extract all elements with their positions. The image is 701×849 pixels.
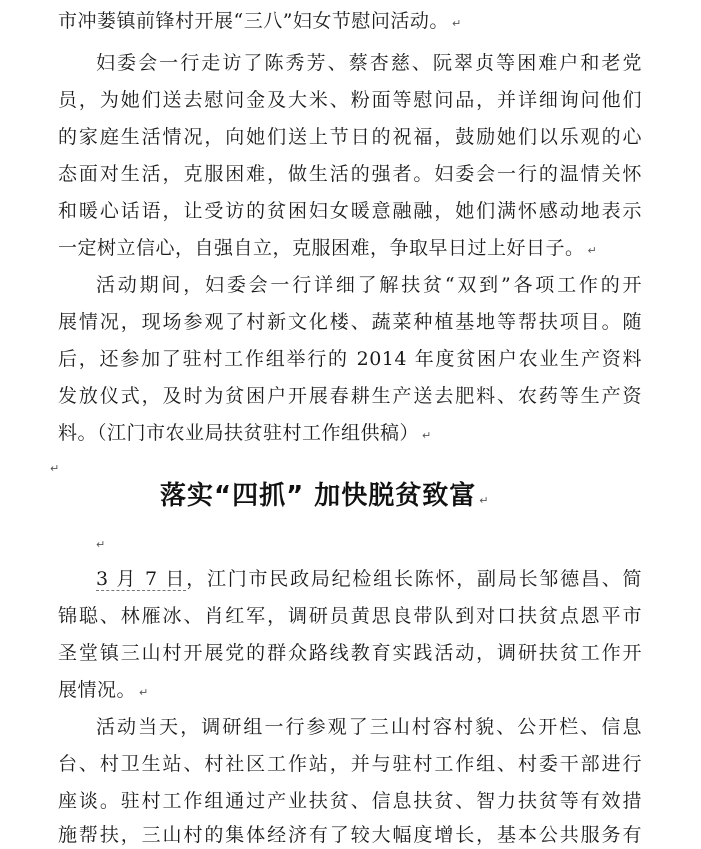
paragraph-line: 态面对生活，克服困难，做生活的强者。妇委会一行的温情关怀 — [58, 163, 642, 185]
paragraph-mark: ↵ — [96, 538, 106, 551]
paragraph-line: 圣堂镇三山村开展党的群众路线教育实践活动，调研扶贫工作开 — [58, 642, 642, 664]
paragraph-mark: ↵ — [422, 429, 432, 442]
paragraph-line: 发放仪式，及时为贫困户开展春耕生产送去肥料、农药等生产资 — [58, 385, 642, 407]
paragraph-line: 座谈。驻村工作组通过产业扶贫、信息扶贫、智力扶贫等有效措 — [58, 790, 642, 812]
paragraph-line: 展情况，现场参观了村新文化楼、蔬菜种植基地等帮扶项目。随 — [58, 311, 642, 333]
paragraph-mark: ↵ — [451, 17, 462, 30]
paragraph-line: 料。（江门市农业局扶贫驻村工作组供稿） ↵ — [58, 422, 432, 444]
paragraph-line: 后，还参加了驻村工作组举行的 2014 年度贫困户农业生产资料 — [58, 348, 642, 370]
paragraph-line: 锦聪、林雁冰、肖红军，调研员黄思良带队到对口扶贫点恩平市 — [58, 605, 642, 627]
paragraph-line: 妇委会一行走访了陈秀芳、蔡杏慈、阮翠贞等困难户和老党 — [96, 52, 642, 74]
paragraph-line: 施帮扶，三山村的集体经济有了较大幅度增长，基本公共服务有 — [58, 824, 642, 846]
article-title: 落实“四抓” 加快脱贫致富 ↵ — [160, 481, 489, 511]
paragraph-line: 活动当天，调研组一行参观了三山村容村貌、公开栏、信息 — [96, 716, 642, 738]
paragraph-mark: ↵ — [587, 244, 597, 257]
paragraph-mark: ↵ — [50, 462, 60, 475]
date-text: 3 月 7 日 — [96, 568, 187, 590]
paragraph-line: 台、村卫生站、村社区工作站，并与驻村工作组、村委干部进行 — [58, 753, 642, 775]
paragraph-line: 一定树立信心，自强自立，克服困难，争取早日过上好日子。 ↵ — [58, 237, 597, 259]
paragraph-mark: ↵ — [139, 686, 149, 699]
paragraph-line: 3 月 7 日，江门市民政局纪检组长陈怀，副局长邹德昌、简 — [96, 568, 642, 590]
paragraph-line: 员，为她们送去慰问金及大米、粉面等慰问品，并详细询问他们 — [58, 89, 642, 111]
paragraph-line: 活动期间，妇委会一行详细了解扶贫“双到”各项工作的开 — [96, 274, 642, 296]
paragraph-line: 展情况。 ↵ — [58, 679, 149, 701]
paragraph-line: 市冲蒌镇前锋村开展“三八”妇女节慰问活动。 ↵ — [58, 10, 462, 32]
paragraph-line: 和暖心话语，让受访的贫困妇女暖意融融，她们满怀感动地表示 — [58, 200, 642, 222]
paragraph-mark: ↵ — [479, 494, 489, 507]
paragraph-line: 的家庭生活情况，向她们送上节日的祝福，鼓励她们以乐观的心 — [58, 126, 642, 148]
